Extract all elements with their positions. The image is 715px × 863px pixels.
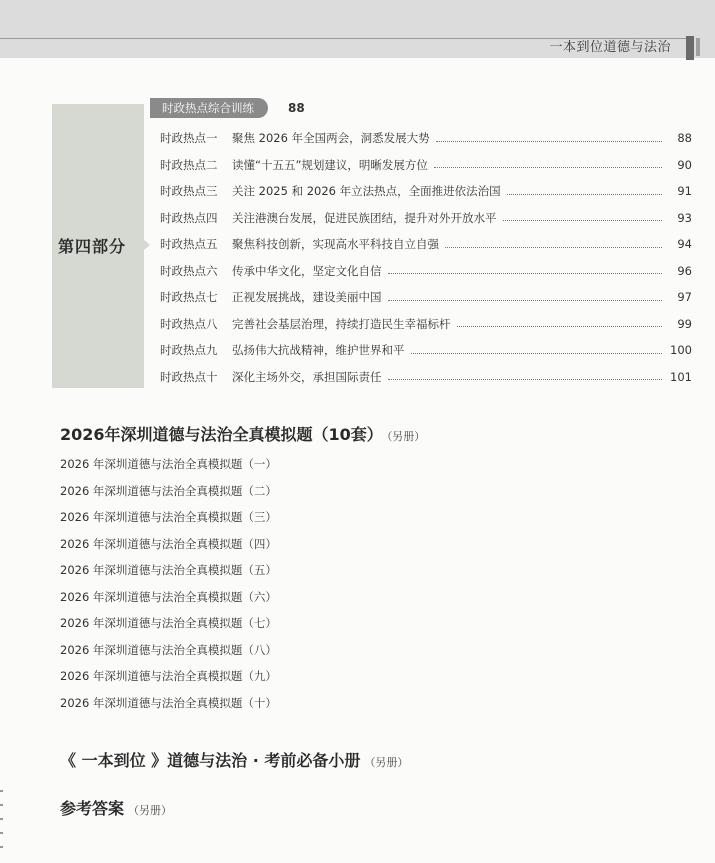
toc-number: 时政热点一 bbox=[160, 131, 218, 145]
toc-number: 时政热点五 bbox=[160, 237, 218, 251]
toc-leader-dots bbox=[388, 379, 663, 380]
mock-exam-item[interactable]: 2026 年深圳道德与法治全真模拟题（二） bbox=[60, 483, 277, 498]
toc-page: 97 bbox=[677, 290, 692, 304]
mock-exam-item[interactable]: 2026 年深圳道德与法治全真模拟题（六） bbox=[60, 589, 277, 604]
answers-heading-text: 参考答案 bbox=[60, 799, 125, 818]
section-page-number: 88 bbox=[288, 101, 305, 115]
toc-title: 正视发展挑战，建设美丽中国 bbox=[232, 290, 382, 304]
toc-leader-dots bbox=[457, 326, 663, 327]
handbook-heading-text: 《 一本到位 》道德与法治 · 考前必备小册 bbox=[60, 751, 361, 770]
header-tab-marker bbox=[686, 36, 694, 60]
toc-number: 时政热点二 bbox=[160, 157, 218, 172]
toc-row[interactable] bbox=[160, 155, 692, 175]
toc-title: 深化主场外交，承担国际责任 bbox=[232, 369, 382, 384]
mock-exam-item[interactable]: 2026 年深圳道德与法治全真模拟题（三） bbox=[60, 510, 277, 524]
toc-title: 聚焦科技创新，实现高水平科技自立自强 bbox=[232, 237, 439, 251]
toc-leader-dots bbox=[388, 300, 663, 301]
section-title-pill: 时政热点综合训练 bbox=[150, 98, 268, 118]
toc-title: 读懂“十五五”规划建议，明晰发展方位 bbox=[232, 157, 428, 172]
handbook-note: （另册） bbox=[364, 756, 409, 769]
mock-exams-note: （另册） bbox=[386, 430, 426, 443]
toc-page: 99 bbox=[677, 316, 692, 331]
toc-page: 94 bbox=[677, 237, 692, 251]
toc-page: 88 bbox=[677, 131, 692, 145]
mock-exam-item[interactable]: 2026 年深圳道德与法治全真模拟题（五） bbox=[60, 563, 277, 577]
toc-row[interactable] bbox=[160, 261, 692, 281]
toc-page: 90 bbox=[677, 157, 692, 172]
toc-page: 91 bbox=[677, 184, 692, 198]
toc-row[interactable] bbox=[160, 128, 692, 148]
toc-page: 101 bbox=[670, 369, 692, 384]
toc-title: 完善社会基层治理，持续打造民生幸福标杆 bbox=[232, 316, 451, 331]
toc-row[interactable] bbox=[160, 234, 692, 254]
toc-page: 96 bbox=[677, 263, 692, 278]
toc-row[interactable] bbox=[160, 208, 692, 228]
mock-exams-heading-text: 2026年深圳道德与法治全真模拟题（10套） bbox=[60, 425, 383, 444]
mock-exam-item[interactable]: 2026 年深圳道德与法治全真模拟题（一） bbox=[60, 457, 277, 471]
toc-row[interactable] bbox=[160, 181, 692, 201]
toc-number: 时政热点十 bbox=[160, 369, 218, 384]
toc-leader-dots bbox=[445, 247, 662, 248]
part-arrow-icon bbox=[144, 240, 150, 250]
toc-title: 关注港澳台发展，促进民族团结，提升对外开放水平 bbox=[232, 210, 497, 225]
toc-page: 93 bbox=[677, 210, 692, 225]
toc-page: 100 bbox=[670, 343, 692, 357]
toc-title: 传承中华文化，坚定文化自信 bbox=[232, 263, 382, 278]
answers-note: （另册） bbox=[128, 804, 173, 817]
toc-row[interactable] bbox=[160, 314, 692, 334]
binding-marks bbox=[0, 790, 3, 860]
toc-number: 时政热点三 bbox=[160, 184, 218, 198]
toc-number: 时政热点六 bbox=[160, 263, 218, 278]
answers-heading[interactable] bbox=[60, 796, 172, 819]
toc-number: 时政热点七 bbox=[160, 290, 218, 304]
mock-exam-item[interactable]: 2026 年深圳道德与法治全真模拟题（九） bbox=[60, 669, 277, 683]
toc-row[interactable] bbox=[160, 340, 692, 360]
mock-exam-item[interactable]: 2026 年深圳道德与法治全真模拟题（七） bbox=[60, 616, 277, 630]
toc-leader-dots bbox=[507, 194, 662, 195]
toc-title: 弘扬伟大抗战精神，维护世界和平 bbox=[232, 343, 405, 357]
toc-leader-dots bbox=[388, 273, 663, 274]
toc-title: 关注 2025 和 2026 年立法热点，全面推进依法治国 bbox=[232, 184, 501, 198]
toc-row[interactable] bbox=[160, 287, 692, 307]
running-header-title: 一本到位道德与法治 bbox=[549, 40, 671, 55]
mock-exams-heading[interactable] bbox=[60, 422, 425, 445]
toc-leader-dots bbox=[503, 220, 663, 221]
toc-number: 时政热点八 bbox=[160, 316, 218, 331]
toc-leader-dots bbox=[434, 167, 662, 168]
header-tab-marker-light bbox=[696, 38, 700, 56]
mock-exam-item[interactable]: 2026 年深圳道德与法治全真模拟题（八） bbox=[60, 642, 277, 657]
mock-exam-item[interactable]: 2026 年深圳道德与法治全真模拟题（四） bbox=[60, 536, 277, 551]
toc-number: 时政热点四 bbox=[160, 210, 218, 225]
toc-row[interactable] bbox=[160, 367, 692, 387]
part-label: 第四部分 bbox=[58, 237, 127, 256]
toc-leader-dots bbox=[411, 353, 663, 354]
mock-exam-item[interactable]: 2026 年深圳道德与法治全真模拟题（十） bbox=[60, 695, 277, 710]
toc-number: 时政热点九 bbox=[160, 343, 218, 357]
toc-leader-dots bbox=[436, 141, 662, 142]
handbook-heading[interactable] bbox=[60, 748, 408, 771]
toc-title: 聚焦 2026 年全国两会，洞悉发展大势 bbox=[232, 131, 430, 145]
